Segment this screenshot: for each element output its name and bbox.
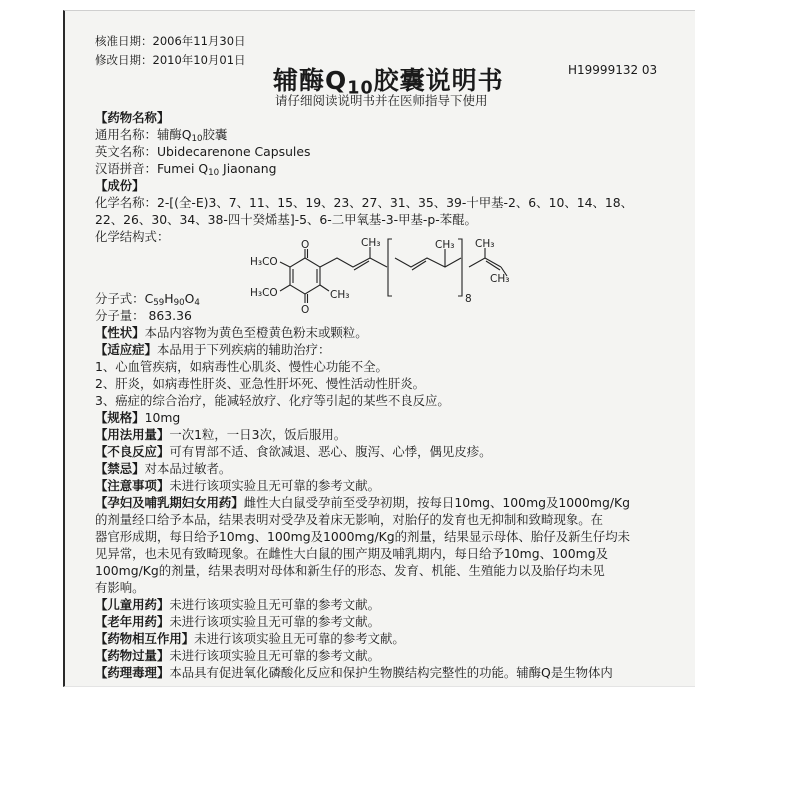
english-name: 英文名称：Ubidecarenone Capsules bbox=[95, 144, 311, 159]
molecular-formula: 分子式：$C_{59}H_{90}O_4$ bbox=[95, 291, 200, 309]
chemical-structure-diagram bbox=[245, 236, 515, 316]
chemical-name-line1: 化学名称：2-[(全-E)3、7、11、15、19、23、27、31、35、39-十甲基-2、6、10、14、18、 bbox=[95, 195, 634, 210]
section-interactions: 【药物相互作用】未进行该项实验且无可靠的参考文献。 bbox=[95, 631, 405, 646]
section-pharmacology: 【药理毒理】本品具有促进氧化磷酸化反应和保护生物膜结构完整性的功能。辅酶Q是生物体内 bbox=[95, 665, 613, 680]
methoxy-bottom: H₃CO bbox=[250, 287, 278, 299]
approval-number: H19999132 03 bbox=[568, 63, 658, 77]
pregnancy-text: 100mg/Kg的剂量，结果表明对母体和新生仔的形态、发育、机能、生殖能力以及胎仔均未见 bbox=[95, 563, 605, 578]
repeat-count: 8 bbox=[465, 293, 472, 305]
approval-date: 核准日期：2006年11月30日 bbox=[95, 34, 246, 48]
section-pediatric: 【儿童用药】未进行该项实验且无可靠的参考文献。 bbox=[95, 597, 380, 612]
section-dosage: 【用法用量】一次1粒，一日3次，饭后服用。 bbox=[95, 427, 347, 442]
section-composition: 【成份】 bbox=[95, 178, 145, 193]
chemical-name-line2: 22、26、30、34、38-四十癸烯基]-5、6-二甲氧基-3-甲基-p-苯醌。 bbox=[95, 212, 477, 227]
generic-name: 通用名称：辅酶$Q_{10}$胶囊 bbox=[95, 127, 228, 145]
section-geriatric: 【老年用药】未进行该项实验且无可靠的参考文献。 bbox=[95, 614, 380, 629]
chain-methyl-1: CH₃ bbox=[361, 237, 381, 249]
section-drug-name: 【药物名称】 bbox=[95, 110, 170, 125]
indication-item: 3、癌症的综合治疗，能减轻放疗、化疗等引起的某些不良反应。 bbox=[95, 393, 450, 408]
document-subtitle: 请仔细阅读说明书并在医师指导下使用 bbox=[275, 93, 488, 108]
molecular-weight: 分子量： 863.36 bbox=[95, 308, 192, 323]
pregnancy-text: 器官形成期，每日给予10mg、100mg及1000mg/Kg的剂量，结果显示母体、胎仔及新生仔均未 bbox=[95, 529, 631, 544]
terminal-methyl-top: CH₃ bbox=[475, 238, 495, 250]
leaflet-page bbox=[63, 10, 695, 687]
structure-label: 化学结构式： bbox=[95, 229, 170, 244]
pregnancy-text: 有影响。 bbox=[95, 580, 145, 595]
indication-item: 2、肝炎，如病毒性肝炎、亚急性肝坏死、慢性活动性肝炎。 bbox=[95, 376, 426, 391]
chain-methyl-2: CH₃ bbox=[435, 239, 455, 251]
section-contraindications: 【禁忌】对本品过敏者。 bbox=[95, 461, 232, 476]
methoxy-top: H₃CO bbox=[250, 256, 278, 268]
section-pregnancy: 【孕妇及哺乳期妇女用药】雌性大白鼠受孕前至受孕初期，按每日10mg、100mg及1000mg/Kg bbox=[95, 495, 631, 510]
terminal-methyl-bottom: CH₃ bbox=[490, 273, 510, 285]
pinyin-name: 汉语拼音：Fumei $Q_{10}$ Jiaonang bbox=[95, 161, 277, 179]
section-specification: 【规格】10mg bbox=[95, 410, 181, 425]
oxygen-bottom: O bbox=[301, 304, 310, 316]
section-indications: 【适应症】本品用于下列疾病的辅助治疗： bbox=[95, 342, 331, 357]
pregnancy-text: 的剂量经口给予本品，结果表明对受孕及着床无影响，对胎仔的发育也无抑制和致畸现象。在 bbox=[95, 512, 604, 527]
section-properties: 【性状】本品内容物为黄色至橙黄色粉末或颗粒。 bbox=[95, 325, 368, 340]
indication-item: 1、心血管疾病，如病毒性心肌炎、慢性心功能不全。 bbox=[95, 359, 388, 374]
section-overdose: 【药物过量】未进行该项实验且无可靠的参考文献。 bbox=[95, 648, 380, 663]
section-adverse-reactions: 【不良反应】可有胃部不适、食欲减退、恶心、腹泻、心悸，偶见皮疹。 bbox=[95, 444, 492, 459]
document-title: 辅酶$Q_{10}$胶囊说明书 bbox=[273, 66, 504, 99]
pregnancy-text: 见异常，也未见有致畸现象。在雌性大白鼠的围产期及哺乳期内，每日给予10mg、100mg及 bbox=[95, 546, 608, 561]
ring-methyl: CH₃ bbox=[330, 289, 350, 301]
section-precautions: 【注意事项】未进行该项实验且无可靠的参考文献。 bbox=[95, 478, 380, 493]
oxygen-top: O bbox=[301, 239, 310, 251]
revision-date: 修改日期：2010年10月01日 bbox=[95, 53, 246, 67]
